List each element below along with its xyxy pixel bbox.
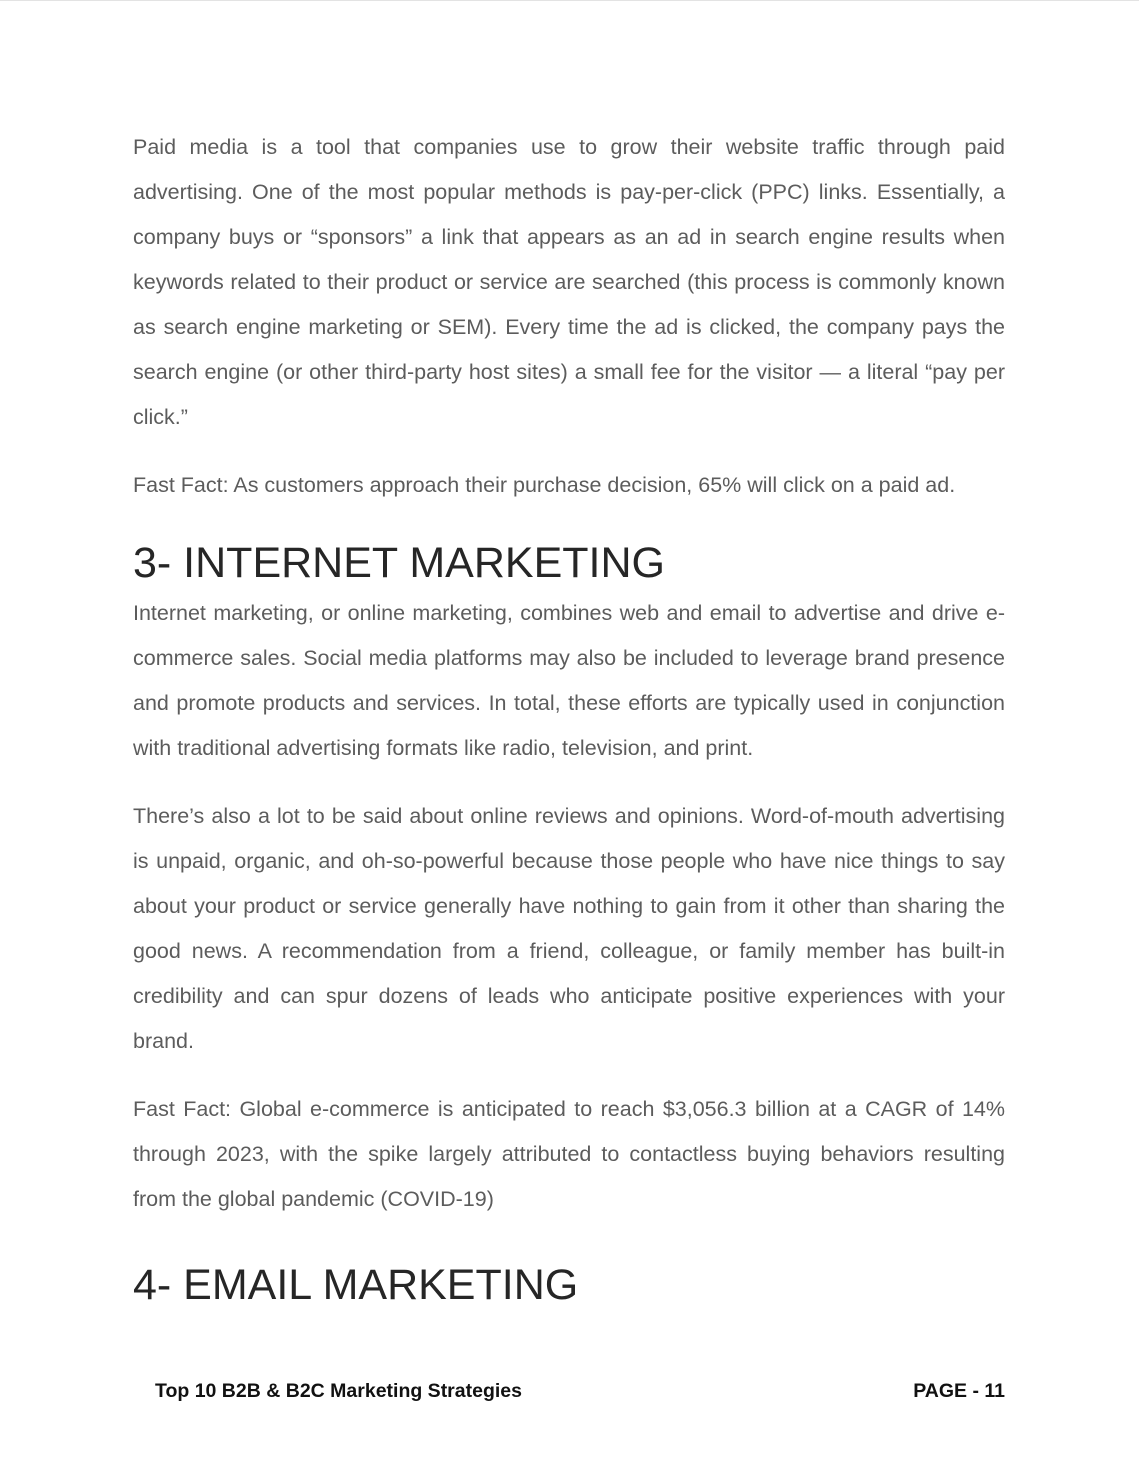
fast-fact-paid-media: Fast Fact: As customers approach their purchase decision, 65% will click on a paid ad.	[133, 473, 956, 497]
paragraph-internet-marketing: Internet marketing, or online marketing, combines web and email to advertise and drive e-commerce sales. Social media platforms may also be included to leverage brand presence and promote products and services. In total, these efforts are typically used in conjunction with traditional advertising formats like radio, television, and print.	[133, 601, 1005, 760]
footer-page-number: PAGE - 11	[913, 1380, 1005, 1402]
spacer	[133, 1064, 1005, 1087]
paragraph-paid-media: Paid media is a tool that companies use to grow their website traffic through paid advertising. One of the most popular methods is pay-per-click (PPC) links. Essentially, a company buys or “sponsors” a link that appears as an ad in search engine results when keywords related to their product or service are searched (this process is commonly known as search engine marketing or SEM). Every time the ad is clicked, the company pays the search engine (or other third-party host sites) a small fee for the visitor — a literal “pay per click.”	[133, 135, 1005, 429]
page-content	[133, 125, 1005, 1310]
spacer	[133, 508, 1005, 538]
spacer	[133, 440, 1005, 463]
heading-internet-marketing: 3- INTERNET MARKETING	[133, 539, 665, 587]
fast-fact-ecommerce: Fast Fact: Global e-commerce is anticipated to reach $3,056.3 billion at a CAGR of 14% through 2023, with the spike largely attributed to contactless buying behaviors resulting from the global pandemic (COVID-19)	[133, 1097, 1005, 1211]
page-footer	[155, 1380, 1005, 1403]
spacer	[133, 1222, 1005, 1260]
heading-email-marketing: 4- EMAIL MARKETING	[133, 1261, 579, 1309]
footer-document-title: Top 10 B2B & B2C Marketing Strategies	[155, 1380, 522, 1402]
spacer	[133, 771, 1005, 794]
paragraph-online-reviews: There’s also a lot to be said about online reviews and opinions. Word-of-mouth advertising is unpaid, organic, and oh-so-powerful because those people who have nice things to say about your product or service generally have nothing to gain from it other than sharing the good news. A recommendation from a friend, colleague, or family member has built-in credibility and can spur dozens of leads who anticipate positive experiences with your brand.	[133, 804, 1005, 1053]
